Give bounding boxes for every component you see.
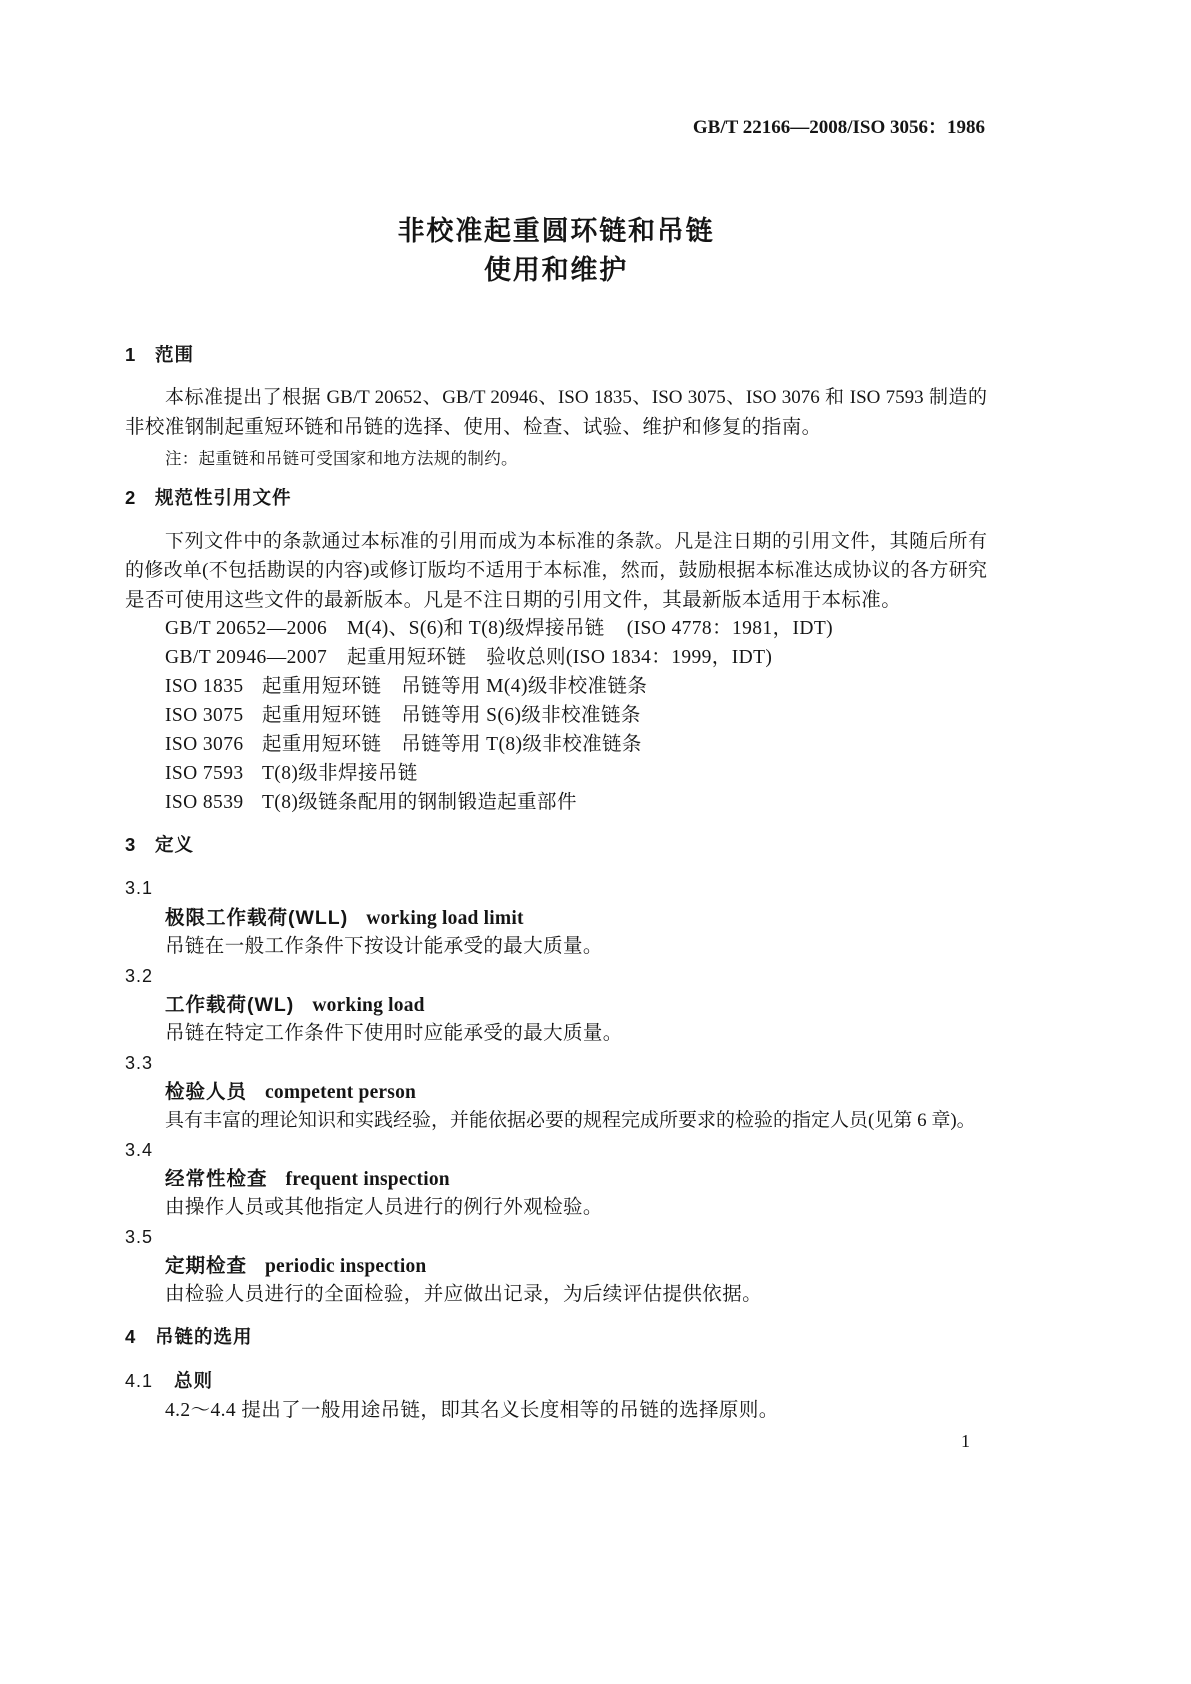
reference-item xyxy=(165,614,987,644)
subsection-4-1-number: 4.1 xyxy=(125,1371,154,1391)
reference-item xyxy=(165,643,987,673)
section-4-number: 4 xyxy=(125,1326,136,1347)
reference-item xyxy=(165,788,987,818)
term-chinese: 极限工作载荷(WLL) xyxy=(165,907,349,929)
section-3-number: 3 xyxy=(125,834,136,855)
reference-title: 起重用短环链 验收总则(ISO 1834：1999，IDT) xyxy=(347,647,773,668)
definition-number: 3.5 xyxy=(125,1227,154,1247)
reference-title: T(8)级链条配用的钢制锻造起重部件 xyxy=(262,792,577,813)
section-1-note: 注：起重链和吊链可受国家和地方法规的制约。 xyxy=(165,449,518,468)
definition-number: 3.2 xyxy=(125,966,154,986)
definition-term xyxy=(165,990,987,1020)
section-1-number: 1 xyxy=(125,344,136,365)
section-1-heading: 范围 xyxy=(155,344,195,365)
term-english: working load limit xyxy=(366,908,524,929)
term-chinese: 工作载荷(WL) xyxy=(165,994,295,1016)
reference-code: GB/T 20946—2007 xyxy=(165,647,328,668)
section-2-paragraph-line: 的修改单(不包括勘误的内容)或修订版均不适用于本标准，然而，鼓励根据本标准达成协议的各方研究 xyxy=(125,560,987,581)
definition-number: 3.1 xyxy=(125,878,154,898)
definition-term xyxy=(165,903,987,933)
reference-code: ISO 1835 xyxy=(165,676,244,697)
term-chinese: 定期检查 xyxy=(165,1255,248,1277)
reference-title: 起重用短环链 吊链等用 T(8)级非校准链条 xyxy=(262,734,642,755)
section-1-paragraph-line: 本标准提出了根据 GB/T 20652、GB/T 20946、ISO 1835、ISO 3075、ISO 3076 和 ISO 7593 制造的 xyxy=(165,387,987,408)
reference-title: 起重用短环链 吊链等用 M(4)级非校准链条 xyxy=(262,676,648,697)
definition-text: 吊链在特定工作条件下使用时应能承受的最大质量。 xyxy=(165,1023,623,1044)
page-number: 1 xyxy=(961,1431,970,1451)
subsection-4-1-text: 4.2～4.4 提出了一般用途吊链，即其名义长度相等的吊链的选择原则。 xyxy=(165,1400,779,1421)
reference-code: GB/T 20652—2006 xyxy=(165,618,328,639)
reference-code: ISO 7593 xyxy=(165,763,244,784)
standard-code-header: GB/T 22166—2008/ISO 3056：1986 xyxy=(692,117,985,138)
section-2-number: 2 xyxy=(125,487,136,508)
definition-term xyxy=(165,1077,987,1107)
reference-item xyxy=(165,672,987,702)
subsection-4-1-heading: 总则 xyxy=(174,1370,214,1391)
section-3-heading: 定义 xyxy=(155,834,195,855)
reference-code: ISO 3075 xyxy=(165,705,244,726)
definition-text: 吊链在一般工作条件下按设计能承受的最大质量。 xyxy=(165,936,603,957)
document-title-line-2: 使用和维护 xyxy=(484,255,628,285)
reference-title: 起重用短环链 吊链等用 S(6)级非校准链条 xyxy=(262,705,641,726)
definition-text: 由检验人员进行的全面检验，并应做出记录，为后续评估提供依据。 xyxy=(165,1284,763,1305)
reference-title: T(8)级非焊接吊链 xyxy=(262,763,418,784)
reference-code: ISO 8539 xyxy=(165,792,244,813)
section-2-heading: 规范性引用文件 xyxy=(155,487,292,508)
document-title-line-1: 非校准起重圆环链和吊链 xyxy=(397,216,715,246)
reference-item xyxy=(165,730,987,760)
term-chinese: 经常性检查 xyxy=(165,1168,268,1190)
definition-text: 具有丰富的理论知识和实践经验，并能依据必要的规程完成所要求的检验的指定人员(见第 6 章)。 xyxy=(165,1110,976,1131)
definition-text: 由操作人员或其他指定人员进行的例行外观检验。 xyxy=(165,1197,603,1218)
section-4-heading: 吊链的选用 xyxy=(155,1326,253,1347)
term-english: competent person xyxy=(265,1082,417,1103)
reference-item xyxy=(165,701,987,731)
reference-item xyxy=(165,759,987,789)
reference-code: ISO 3076 xyxy=(165,734,244,755)
term-english: frequent inspection xyxy=(285,1169,450,1190)
section-2-paragraph-line: 下列文件中的条款通过本标准的引用而成为本标准的条款。凡是注日期的引用文件，其随后所有 xyxy=(165,531,987,552)
definition-number: 3.4 xyxy=(125,1140,154,1160)
definition-number: 3.3 xyxy=(125,1053,154,1073)
definition-term xyxy=(165,1251,987,1281)
section-2-paragraph-line: 是否可使用这些文件的最新版本。凡是不注日期的引用文件，其最新版本适用于本标准。 xyxy=(125,590,902,611)
reference-equivalence: (ISO 4778：1981，IDT) xyxy=(626,618,834,639)
term-chinese: 检验人员 xyxy=(165,1081,248,1103)
reference-title: M(4)、S(6)和 T(8)级焊接吊链 xyxy=(347,618,605,639)
definition-term xyxy=(165,1164,987,1194)
term-english: working load xyxy=(312,995,425,1016)
term-english: periodic inspection xyxy=(265,1256,427,1277)
section-1-paragraph-line: 非校准钢制起重短环链和吊链的选择、使用、检查、试验、维护和修复的指南。 xyxy=(125,417,822,438)
